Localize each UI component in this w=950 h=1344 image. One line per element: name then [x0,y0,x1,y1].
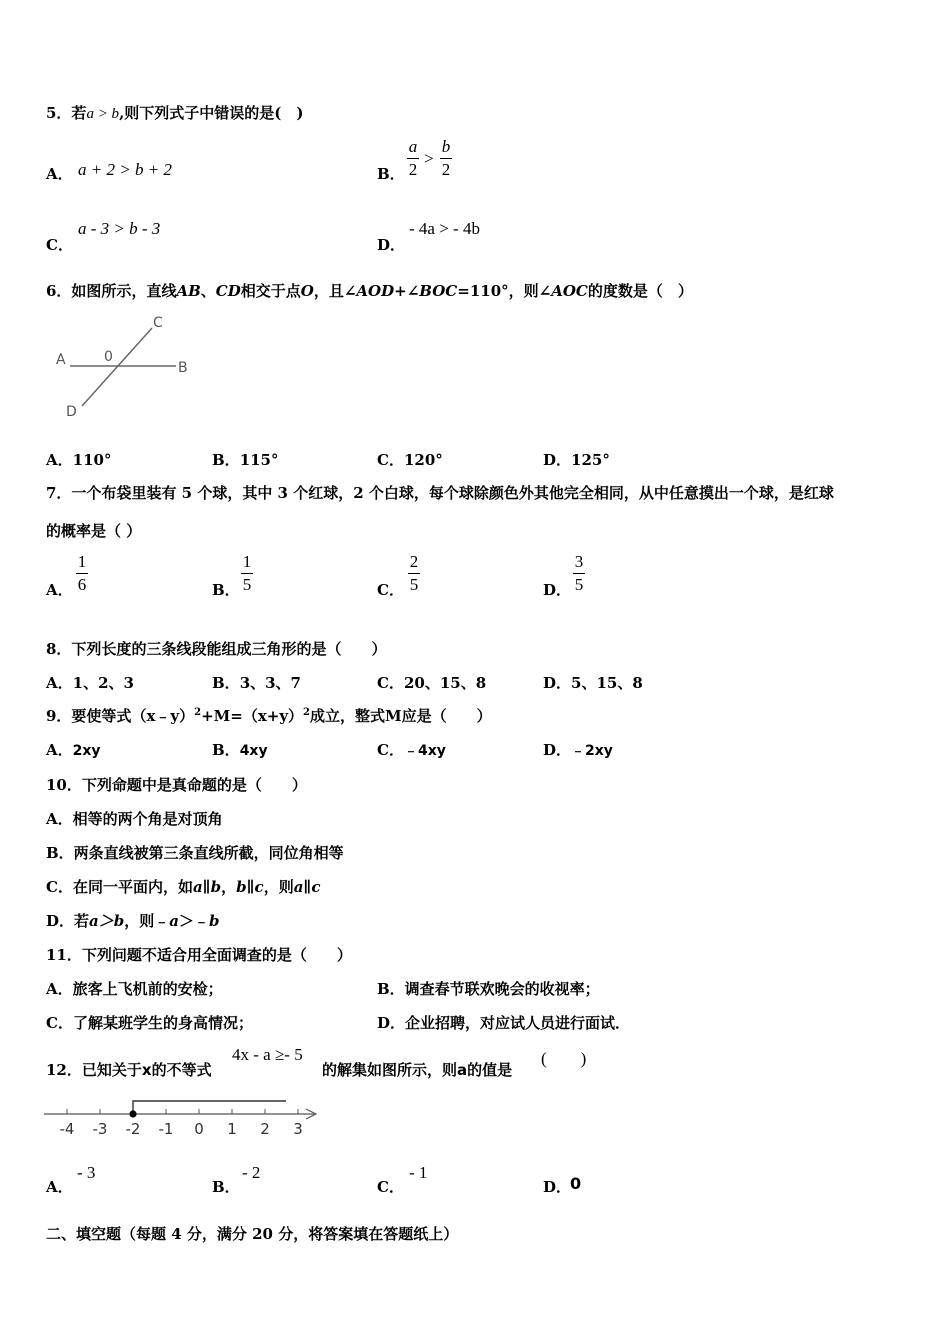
q6-option-b: B．115° [212,451,279,469]
q12-stem-cont: 的解集如图所示，则a的值是 [322,1061,513,1079]
q11-option-a: A．旅客上飞机前的安检； [46,980,223,998]
q12-tick-label: -4 [59,1120,75,1138]
q5-option-b-label: B． [377,165,405,183]
q6-option-d: D．125° [543,451,610,469]
q7-option-d-frac: 3 5 [574,552,584,594]
q6-option-a: A．110° [46,451,112,469]
q12-option-a-value: - 3 [77,1163,96,1182]
q11-stem: 11．下列问题不适合用全面调查的是（ ） [46,946,352,964]
q5-option-b-frac-1: a 2 [408,137,418,179]
q10-option-b: B．两条直线被第三条直线所截，同位角相等 [46,844,344,862]
q7-option-a-label: A． [46,581,73,599]
q9-option-a: A．2xy [46,741,101,759]
q5-option-d-expr: - 4a > - 4b [409,219,480,238]
q11-option-d: D．企业招聘，对应试人员进行面试． [377,1014,631,1032]
q12-option-d-label: D． [543,1178,572,1196]
q5-option-a-label: A． [46,165,73,183]
q12-tick-label: -1 [158,1120,174,1138]
q12-tick-label: -2 [125,1120,141,1138]
q6-label-c: C [153,315,163,331]
q12-option-c-label: C． [377,1178,404,1196]
q12-number-line [40,1096,330,1142]
q12-option-d-value: 0 [570,1174,582,1193]
q8-option-b: B．3、3、7 [212,674,301,692]
q5-option-b-frac-2: b 2 [441,137,451,179]
q6-stem: 6．如图所示，直线AB、CD相交于点O，且∠AOD+∠BOC=110°，则∠AOC的度数是（ ） [46,282,693,300]
q7-stem-line-1: 7．一个布袋里装有 5 个球，其中 3 个红球，2 个白球，每个球除颜色外其他完全相同，从中任意摸出一个球，是红球 [46,484,834,502]
q5-option-b-op: > [424,149,434,168]
q12-stem: 12．已知关于x的不等式 [46,1061,212,1079]
q12-tick-label: 0 [194,1120,204,1138]
q10-stem: 10．下列命题中是真命题的是（ ） [46,776,307,794]
q12-tick-label: 1 [227,1120,237,1138]
q12-option-b-label: B． [212,1178,240,1196]
q12-solution-endpoint [129,1110,136,1117]
q6-label-o: 0 [104,349,113,365]
q7-option-d-label: D． [543,581,572,599]
q12-tick-label: -3 [92,1120,108,1138]
q5-option-c-expr: a - 3 > b - 3 [78,219,161,238]
q12-option-b-value: - 2 [242,1163,261,1182]
q10-option-c: C．在同一平面内，如a∥b，b∥c，则a∥c [46,878,321,896]
q5-option-d-label: D． [377,236,406,254]
q12-tick-label: 3 [293,1120,303,1138]
q12-tick-label: 2 [260,1120,270,1138]
q6-option-c: C．120° [377,451,443,469]
q10-option-a: A．相等的两个角是对顶角 [46,810,223,828]
q9-option-d: D．﹣2xy [543,741,613,759]
q8-option-a: A．1、2、3 [46,674,134,692]
q6-intersecting-lines-figure [50,310,200,422]
q7-option-b-frac: 1 5 [242,552,252,594]
q6-line-cd [82,328,152,406]
q12-answer-paren: ( ) [541,1049,587,1068]
q5-option-a-expr: a + 2 > b + 2 [78,160,172,179]
q8-option-c: C．20、15、8 [377,674,487,692]
q6-label-d: D [66,404,77,420]
q6-label-b: B [178,360,188,376]
q8-option-d: D．5、15、8 [543,674,643,692]
q10-option-d: D．若a＞b，则﹣a＞﹣b [46,912,220,930]
q11-option-b: B．调查春节联欢晚会的收视率； [377,980,600,998]
q7-stem-line-2: 的概率是（ ） [46,522,142,540]
q11-option-c: C．了解某班学生的身高情况； [46,1014,253,1032]
q5-option-c-label: C． [46,236,73,254]
q8-stem: 8．下列长度的三条线段能组成三角形的是（ ） [46,640,387,658]
q9-option-b: B．4xy [212,741,268,759]
q12-option-a-label: A． [46,1178,73,1196]
q12-option-c-value: - 1 [409,1163,428,1182]
q7-option-b-label: B． [212,581,240,599]
q7-option-c-frac: 2 5 [409,552,419,594]
q9-option-c: C．﹣4xy [377,741,446,759]
section-2-heading: 二、填空题（每题 4 分，满分 20 分，将答案填在答题纸上） [46,1225,459,1243]
q5-stem: 5．若a > b,则下列式子中错误的是( ) [46,104,304,122]
q12-inequality: 4x - a ≥- 5 [232,1045,303,1064]
q7-option-a-frac: 1 6 [77,552,87,594]
q9-stem: 9．要使等式$(x﹣y)^2+M=(x+y)^2$成立，整式M应是（ ） [46,707,492,725]
q12-ticks [60,1109,303,1138]
q6-label-a: A [56,352,66,368]
q12-solution-ray [133,1101,286,1114]
q7-option-c-label: C． [377,581,404,599]
